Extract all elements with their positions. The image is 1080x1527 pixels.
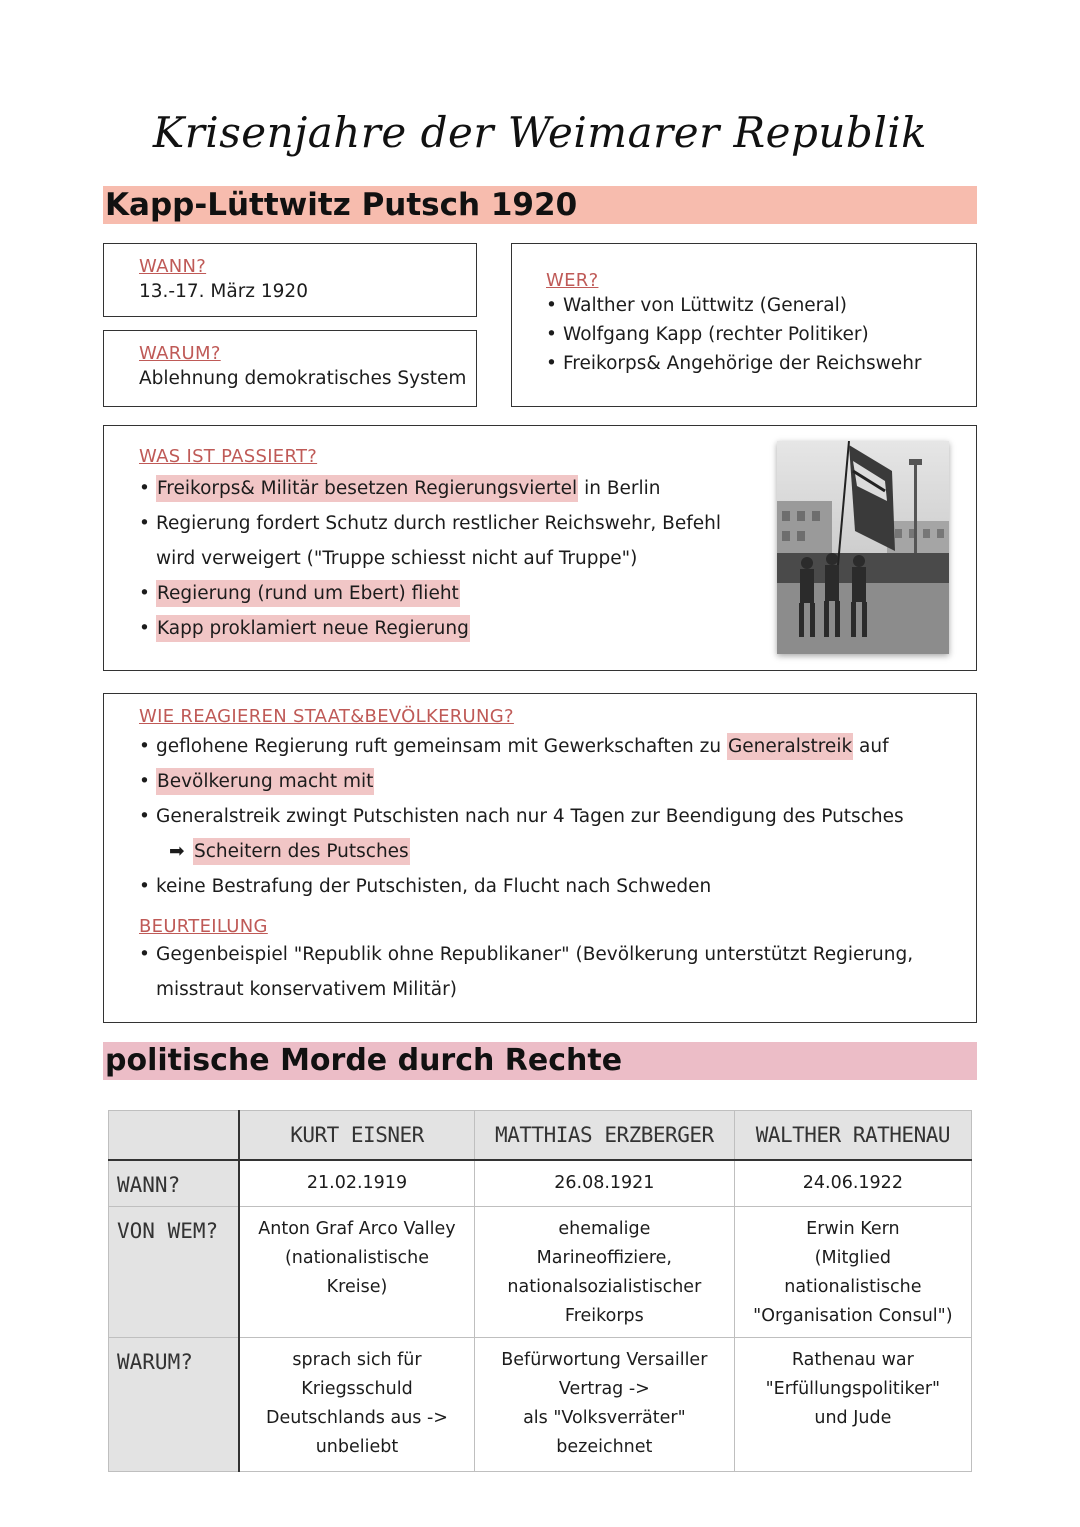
table-row [109, 1160, 972, 1206]
column-header: KURT EISNER [239, 1111, 474, 1161]
wer-label: WER? [546, 270, 599, 291]
cell-line: Rathenau war [791, 1349, 914, 1370]
column-header: WALTHER RATHENAU [734, 1111, 971, 1161]
cell-line: nationalistische [784, 1276, 922, 1297]
reagieren-list [139, 729, 976, 834]
section-heading-politische-morde: politische Morde durch Rechte [103, 1042, 977, 1080]
passiert-label: WAS IST PASSIERT? [139, 446, 318, 467]
wann-box [103, 243, 477, 317]
list-item-text: Gegenbeispiel "Republik ohne Republikaner" (Bevölkerung unterstützt Regierung, [156, 944, 914, 965]
cell-line: (nationalistische [284, 1247, 430, 1268]
table-cell: 26.08.1921 [474, 1160, 734, 1206]
list-item: • Freikorps& Angehörige der Reichswehr [546, 349, 976, 378]
cell-line: Kriegsschuld [301, 1378, 413, 1399]
cell-line: unbeliebt [315, 1436, 399, 1457]
table-row [109, 1206, 972, 1337]
list-item-text: in Berlin [578, 478, 661, 499]
highlight: Bevölkerung macht mit [156, 768, 374, 795]
wann-text: 13.-17. März 1920 [139, 281, 308, 302]
row-header: WARUM? [109, 1337, 240, 1471]
warum-box [103, 330, 477, 407]
list-item [139, 799, 976, 834]
column-header: MATTHIAS ERZBERGER [474, 1111, 734, 1161]
page-title: Krisenjahre der Weimarer Republik [152, 108, 928, 157]
section-heading-kapp-putsch: Kapp-Lüttwitz Putsch 1920 [103, 186, 977, 224]
list-item-text: misstraut konservativem Militär) [156, 979, 457, 1000]
arrow-right-icon: ➡ [169, 841, 185, 862]
cell-line: (Mitglied [814, 1247, 892, 1268]
historical-photo [777, 441, 949, 654]
list-item: • Walther von Lüttwitz (General) [546, 291, 976, 320]
cell-line: nationalsozialistischer [507, 1276, 702, 1297]
list-item-text: Regierung fordert Schutz durch restlicher Reichswehr, Befehl [156, 513, 722, 534]
list-item-text: wird verweigert ("Truppe schiesst nicht auf Truppe") [156, 548, 638, 569]
morde-table [108, 1110, 972, 1472]
table-cell [239, 1206, 474, 1337]
cell-line: sprach sich für [292, 1349, 422, 1370]
highlight: Generalstreik [727, 733, 853, 760]
beurteilung-list [139, 937, 976, 1007]
cell-line: Kreise) [326, 1276, 388, 1297]
warum-label: WARUM? [139, 343, 221, 364]
cell-line: Anton Graf Arco Valley [258, 1218, 456, 1239]
reagieren-box [103, 693, 977, 1023]
list-item [139, 937, 976, 1007]
wann-label: WANN? [139, 256, 207, 277]
cell-line: bezeichnet [556, 1436, 653, 1457]
table-row [109, 1337, 972, 1471]
highlight: Regierung (rund um Ebert) flieht [156, 580, 460, 607]
cell-line: Marineoffiziere, [536, 1247, 672, 1268]
cell-line: Vertrag -> [558, 1378, 650, 1399]
cell-line: ehemalige [558, 1218, 651, 1239]
list-item: • keine Bestrafung der Putschisten, da Flucht nach Schweden [139, 869, 976, 904]
table-cell: 21.02.1919 [239, 1160, 474, 1206]
cell-line: "Organisation Consul") [753, 1305, 953, 1326]
beurteilung-label: BEURTEILUNG [139, 916, 268, 937]
table-cell [239, 1337, 474, 1471]
table-cell [734, 1337, 971, 1471]
list-item: • Wolfgang Kapp (rechter Politiker) [546, 320, 976, 349]
cell-line: und Jude [814, 1407, 892, 1428]
cell-line: Deutschlands aus -> [266, 1407, 448, 1428]
reagieren-label: WIE REAGIEREN STAAT&BEVÖLKERUNG? [139, 706, 514, 727]
highlight: Freikorps& Militär besetzen Regierungsviertel [156, 475, 578, 502]
wer-box [511, 243, 977, 407]
highlight: Scheitern des Putsches [193, 838, 410, 865]
cell-line: "Erfüllungspolitiker" [765, 1378, 941, 1399]
row-header: WANN? [109, 1160, 240, 1206]
table-cell [474, 1206, 734, 1337]
list-item-text: auf [853, 736, 889, 757]
table-cell [474, 1337, 734, 1471]
warum-text: Ablehnung demokratisches System [139, 368, 467, 389]
result-line [139, 834, 976, 869]
table-cell: 24.06.1922 [734, 1160, 971, 1206]
row-header: VON WEM? [109, 1206, 240, 1337]
list-item-text: geflohene Regierung ruft gemeinsam mit Gewerkschaften zu [156, 736, 727, 757]
table-cell [734, 1206, 971, 1337]
list-item [139, 764, 976, 799]
table-corner [109, 1111, 240, 1161]
table-header-row [109, 1111, 972, 1161]
list-item [139, 729, 976, 764]
reagieren-list-2 [139, 869, 976, 904]
cell-line: als "Volksverräter" [523, 1407, 686, 1428]
highlight: Kapp proklamiert neue Regierung [156, 615, 470, 642]
cell-line: Befürwortung Versailler [501, 1349, 708, 1370]
wer-list [546, 291, 976, 378]
list-item-text: Generalstreik zwingt Putschisten nach nur 4 Tagen zur Beendigung des Putsches [156, 806, 904, 827]
cell-line: Erwin Kern [806, 1218, 900, 1239]
cell-line: Freikorps [564, 1305, 644, 1326]
